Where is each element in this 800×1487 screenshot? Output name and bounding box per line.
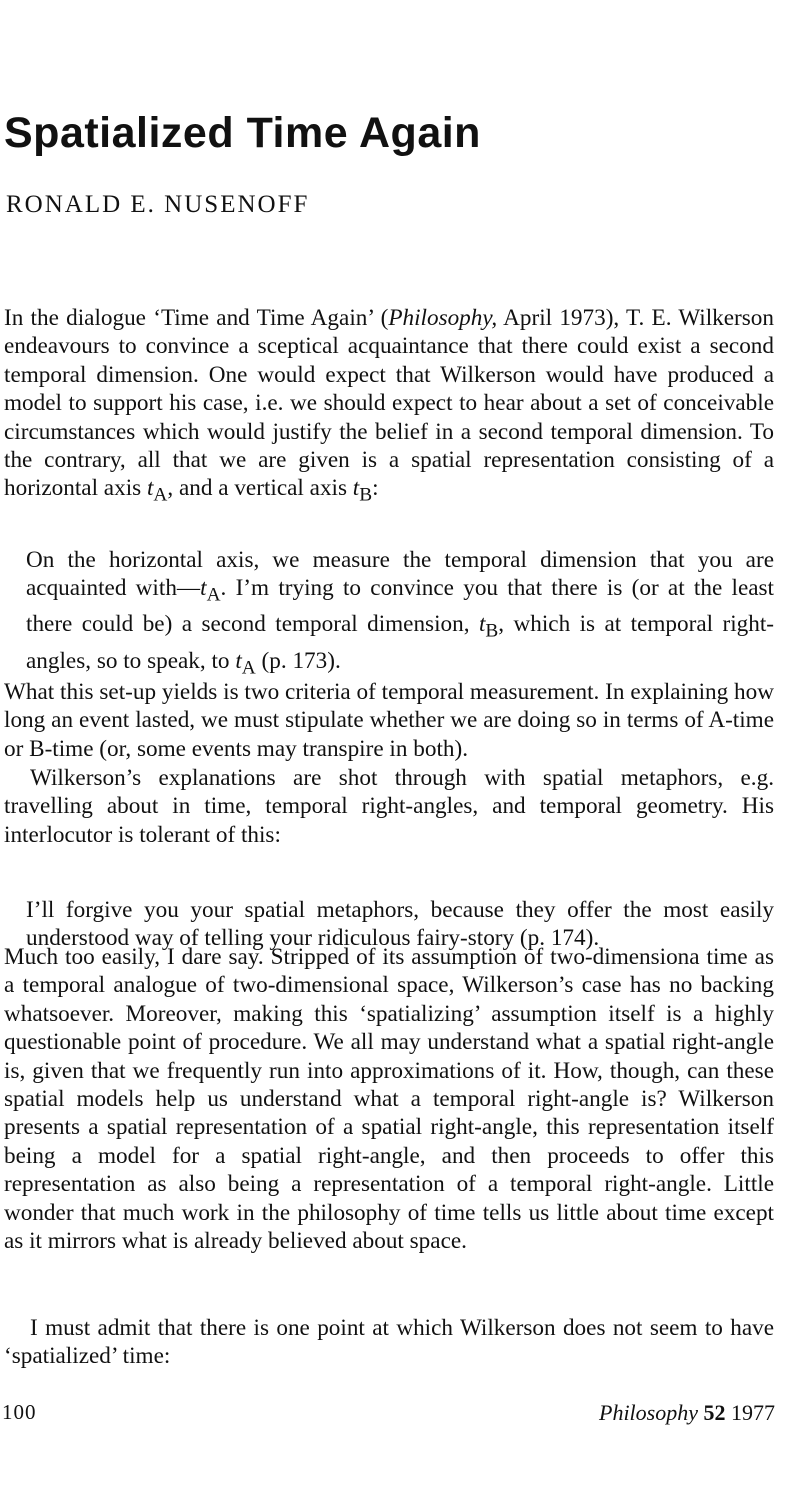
quote-text: (p. 173). — [255, 647, 341, 674]
paragraph-admission: I must admit that there is one point at which Wilkerson does not seem to have ‘spatialized’ time: — [4, 1315, 774, 1370]
paragraph-intro — [4, 304, 774, 510]
paragraph-argument: Much too easily, I dare say. Stripped of its assumption of two-dimensiona time as a temporal analogue of two-dimensional space, Wilkerson’s case has no backing whatsoever. Moreover, making this ‘spatializing’ assumption itself is a highly questionable point of procedure. We all may understand what a spatial right-angle is, given that we frequently run into approximations of it. How, though, can these spatial models help us understand what a temporal right-angle is? Wilkerson presents a spatial representation of a spatial right-angle, this representation itself being a model for a spatial right-angle, and then proceeds to offer this representation as also being a representation of a temporal right-angle. Little wonder that much work in the philosophy of time tells us little about time except as it mirrors what is already believed about space. — [4, 944, 774, 1255]
journal-reference — [599, 1400, 775, 1426]
symbol-t-b: $t_B$ — [352, 475, 373, 507]
paragraph-text: April 1973), T. E. Wilkerson endeavours to convince a sceptical acquaintance that there could exist a second temporal dimension. One would expect that Wilkerson would have produced a model to support his case, i.e. we should expect to hear about a set of conceivable circumstances which would justify the belief in a second temporal dimension. To the contrary, all that we are given is a spatial representation consisting of a horizontal axis — [4, 305, 774, 502]
journal-year: 1977 — [731, 1400, 775, 1425]
article-title: Spatialized Time Again — [4, 109, 481, 157]
paragraph-text: : — [372, 475, 379, 502]
block-quote-2: I’ll forgive you your spatial metaphors, because they offer the most easily understood way of telling your ridiculous fairy-story (p. 174). — [26, 897, 774, 952]
journal-volume: 52 — [703, 1400, 726, 1425]
page-footer — [0, 1400, 775, 1430]
paragraph-text: , and a vertical axis — [167, 475, 353, 502]
article-author: RONALD E. NUSENOFF — [6, 191, 310, 218]
journal-citation-italic: Philosophy, — [388, 305, 498, 331]
symbol-t-a: $t_A$ — [200, 575, 221, 607]
quote-text: . I’m trying to convince you that there is (or at the least there could be) a second temporal dimension, — [26, 575, 775, 638]
block-quote-1 — [26, 546, 774, 683]
paragraph-text: In the dialogue ‘Time and Time Again’ ( — [4, 305, 389, 331]
paragraph-criteria: What this set-up yields is two criteria of temporal measurement. In explaining how long an event lasted, we must stipulate whether we are doing so in terms of A-time or B-time (or, some events may transpire in both). — [4, 679, 774, 762]
quote-text: On the horizontal axis, we measure the temporal dimension that you are acquainted with— — [26, 547, 774, 602]
quote-text: , which is at temporal right-angles, so to speak, to — [26, 611, 775, 674]
page-number: 100 — [2, 1400, 37, 1424]
journal-name: Philosophy — [599, 1400, 698, 1425]
symbol-t-a: $t_A$ — [146, 475, 168, 507]
paragraph-metaphors: Wilkerson’s explanations are shot through with spatial metaphors, e.g. travelling about in time, temporal right-angles, and temporal geometry. His interlocutor is tolerant of this: — [4, 765, 774, 848]
symbol-t-a: $t_A$ — [235, 647, 256, 679]
symbol-t-b: $t_B$ — [478, 611, 499, 643]
